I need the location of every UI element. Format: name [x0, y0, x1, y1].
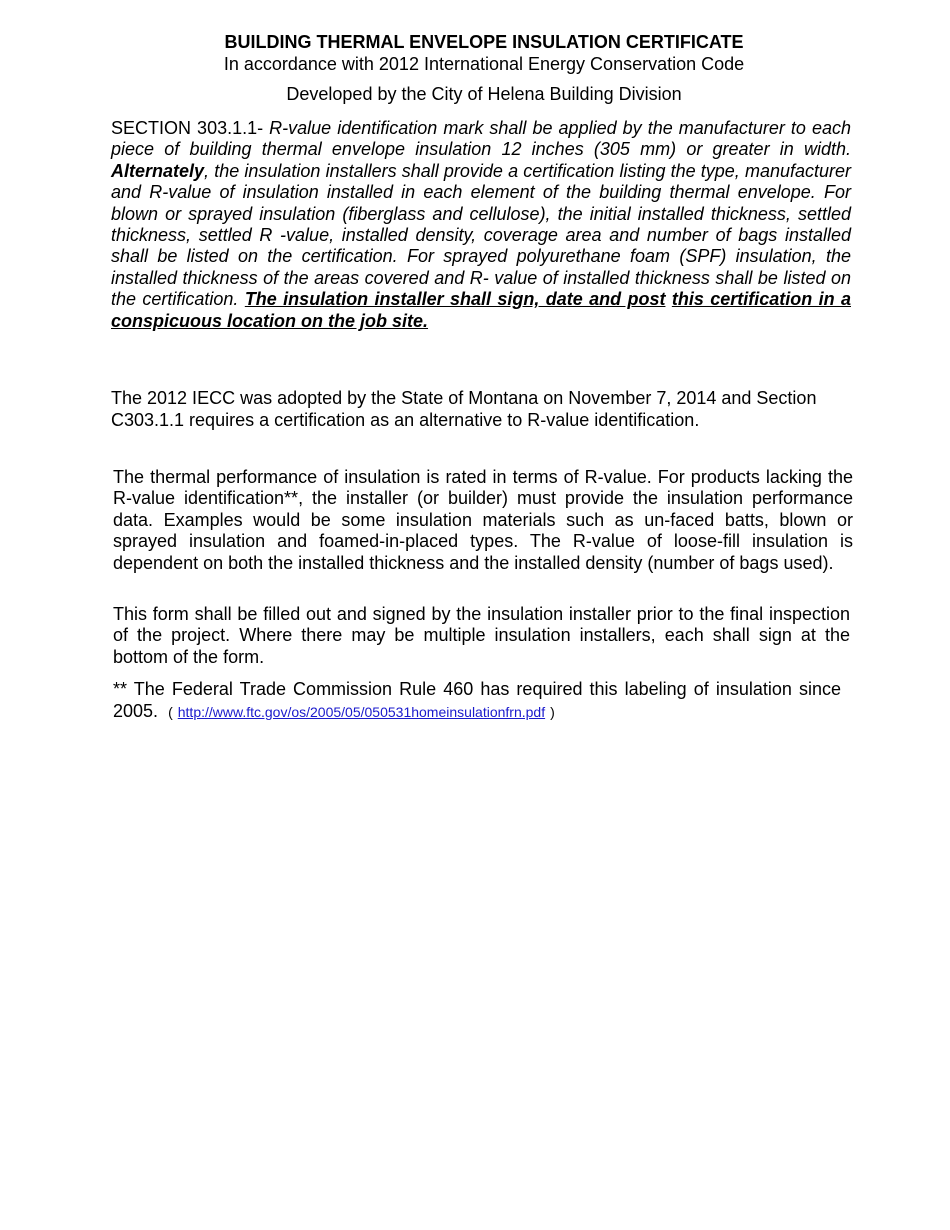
ftc-rule-link[interactable]: http://www.ftc.gov/os/2005/05/050531homeinsulationfrn.pdf — [177, 704, 546, 720]
thermal-performance-paragraph: The thermal performance of insulation is rated in terms of R-value. For products lacking the R-value identification**, the installer (or builder) must provide the insulation performance data. Examples would be some insulation materials such as un-faced batts, blown or sprayed insulation and foamed-in-placed types. The R-value of loose-fill insulation is dependent on both the installed thickness and the installed density (number of bags used). — [113, 467, 853, 573]
section-text-part-1: R-value identification mark shall be applied by the manufacturer to each piece of building thermal envelope insulation 12 inches (305 mm) or greater in width. — [111, 118, 851, 160]
certificate-title: BUILDING THERMAL ENVELOPE INSULATION CERTIFICATE — [224, 32, 744, 52]
post-location-emphasis: this certification in a conspicuous location on the job site. — [111, 289, 851, 331]
ftc-footnote-paragraph — [113, 678, 841, 723]
section-text-part-2: , the insulation installers shall provide a certification listing the type, manufacturer and R-value of insulation installed in each element of the building thermal envelope. For blown or sprayed insulation (fiberglass and cellulose), the initial installed thickness, settled thickness, settled R -value, installed density, coverage area and number of bags installed shall be listed on the certification. For sprayed polyurethane foam (SPF) insulation, the installed thickness of the areas covered and R- value of installed thickness shall be listed on the certification. — [111, 160, 851, 310]
section-label: SECTION 303.1.1- — [111, 118, 264, 138]
alternately-keyword: Alternately — [111, 160, 205, 181]
form-instructions-paragraph: This form shall be filled out and signed by the insulation installer prior to the final inspection of the project. Where there may be multiple insulation installers, each shall sign at the bottom of the form. — [113, 604, 850, 667]
section-303-paragraph — [111, 118, 851, 332]
code-reference-subtitle: In accordance with 2012 International Energy Conservation Code — [223, 54, 745, 74]
developed-by-line: Developed by the City of Helena Building Division — [286, 84, 682, 104]
installer-sign-emphasis: The insulation installer shall sign, date and post — [244, 289, 666, 310]
ftc-footnote-text: ** The Federal Trade Commission Rule 460 has required this labeling of insulation since 2005. — [113, 679, 841, 721]
ftc-close-paren: ) — [550, 704, 555, 720]
ftc-open-paren: ( — [168, 704, 173, 720]
adoption-paragraph: The 2012 IECC was adopted by the State of Montana on November 7, 2014 and Section C303.1.1 requires a certification as an alternative to R-value identification. — [111, 388, 817, 430]
